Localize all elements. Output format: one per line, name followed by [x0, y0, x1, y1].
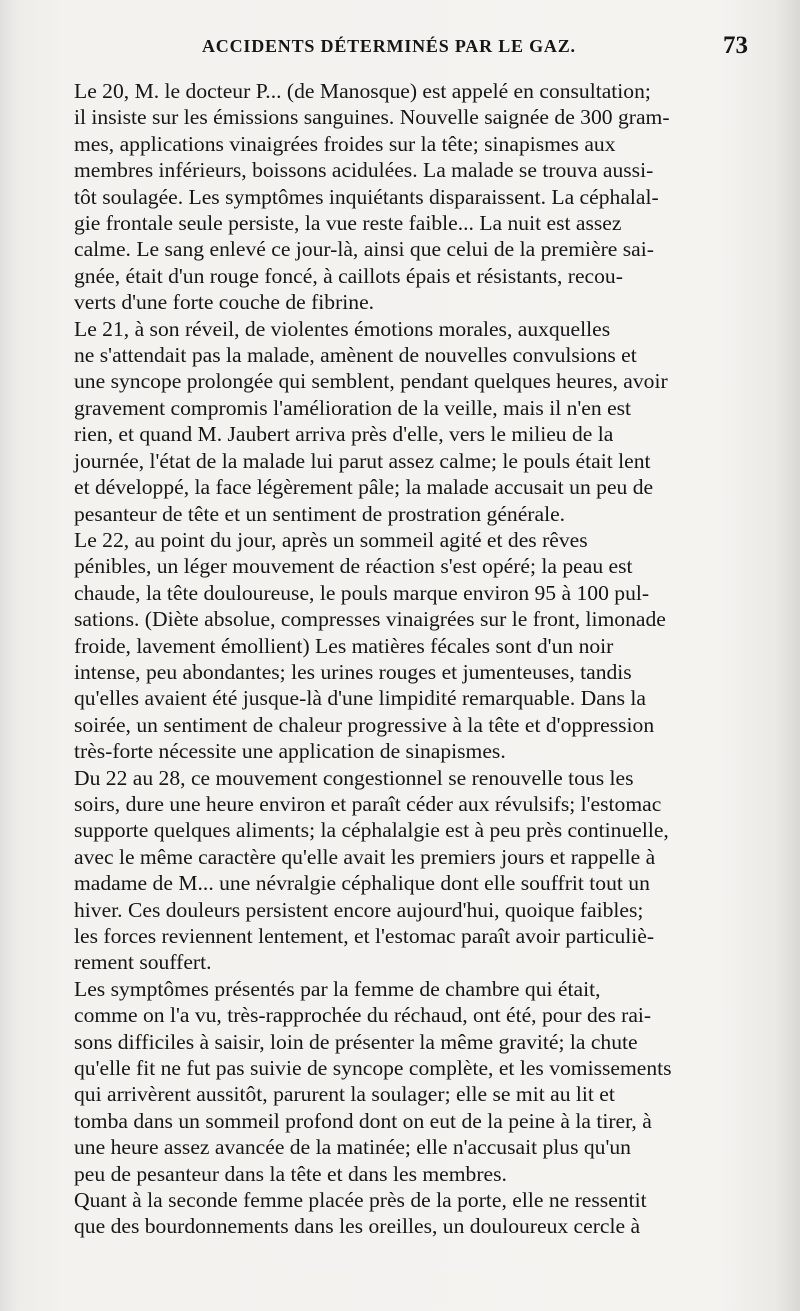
text-line: que des bourdonnements dans les oreilles, un douloureux cercle à — [74, 1214, 641, 1239]
paragraph — [52, 527, 752, 765]
text-line: calme. Le sang enlevé ce jour-là, ainsi que celui de la première sai- — [74, 237, 654, 262]
text-line: membres inférieurs, boissons acidulées. La malade se trouva aussi- — [74, 158, 654, 183]
text-line: mes, applications vinaigrées froides sur la tête; sinapismes aux — [74, 131, 616, 156]
text-line: rement souffert. — [74, 950, 212, 975]
text-line: pénibles, un léger mouvement de réaction s'est opéré; la peau est — [74, 554, 633, 579]
paragraph — [52, 316, 752, 527]
text-line: sations. (Diète absolue, compresses vinaigrées sur le front, limonade — [74, 607, 666, 632]
text-line: tôt soulagée. Les symptômes inquiétants disparaissent. La céphalal- — [74, 184, 659, 209]
text-line: madame de M... une névralgie céphalique dont elle souffrit tout un — [74, 871, 650, 896]
text-line: peu de pesanteur dans la tête et dans les membres. — [74, 1161, 507, 1186]
text-line: journée, l'état de la malade lui parut assez calme; le pouls était lent — [74, 448, 651, 473]
text-line: une heure assez avancée de la matinée; elle n'accusait plus qu'un — [74, 1135, 631, 1160]
text-line: sons difficiles à saisir, loin de présenter la même gravité; la chute — [74, 1029, 638, 1054]
left-page-shadow — [0, 0, 18, 1311]
text-line: gravement compromis l'amélioration de la veille, mais il n'en est — [74, 395, 632, 420]
text-line: rien, et quand M. Jaubert arriva près d'elle, vers le milieu de la — [74, 422, 614, 447]
text-line: hiver. Ces douleurs persistent encore aujourd'hui, quoique faibles; — [74, 897, 644, 922]
text-line: Le 22, au point du jour, après un sommeil agité et des rêves — [74, 527, 588, 552]
page-number: 73 — [723, 32, 748, 59]
text-line: Les symptômes présentés par la femme de chambre qui était, — [74, 976, 601, 1001]
text-line: ne s'attendait pas la malade, amènent de nouvelles convulsions et — [74, 343, 637, 368]
body-text — [52, 78, 752, 1240]
right-page-shadow — [776, 0, 800, 1311]
text-line: qu'elles avaient été jusque-là d'une limpidité remarquable. Dans la — [74, 686, 647, 711]
text-line: soirée, un sentiment de chaleur progressive à la tête et d'oppression — [74, 712, 655, 737]
text-line: gie frontale seule persiste, la vue reste faible... La nuit est assez — [74, 211, 622, 236]
text-line: Le 20, M. le docteur P... (de Manosque) est appelé en consultation; — [74, 79, 651, 103]
paragraph — [52, 976, 752, 1187]
text-line: Le 21, à son réveil, de violentes émotions morales, auxquelles — [74, 316, 611, 341]
text-line: qui arrivèrent aussitôt, parurent la soulager; elle se mit au lit et — [74, 1082, 615, 1107]
text-line: qu'elle fit ne fut pas suivie de syncope complète, et les vomissements — [74, 1056, 672, 1081]
running-header — [56, 32, 756, 66]
text-line: avec le même caractère qu'elle avait les premiers jours et rappelle à — [74, 844, 656, 869]
text-line: gnée, était d'un rouge foncé, à caillots épais et résistants, recou- — [74, 263, 623, 288]
text-line: verts d'une forte couche de fibrine. — [74, 290, 375, 315]
text-line: intense, peu abondantes; les urines rouges et jumenteuses, tandis — [74, 659, 632, 684]
text-line: chaude, la tête douloureuse, le pouls marque environ 95 à 100 pul- — [74, 580, 650, 605]
text-line: et développé, la face légèrement pâle; la malade accusait un peu de — [74, 475, 654, 500]
text-line: tomba dans un sommeil profond dont on eut de la peine à la tirer, à — [74, 1108, 652, 1133]
text-line: pesanteur de tête et un sentiment de prostration générale. — [74, 501, 566, 526]
paragraph — [52, 1187, 752, 1240]
paragraph — [52, 78, 752, 316]
text-line: supporte quelques aliments; la céphalalgie est à peu près continuelle, — [74, 818, 669, 843]
text-line: comme on l'a vu, très-rapprochée du réchaud, ont été, pour des rai- — [74, 1003, 652, 1028]
paragraph — [52, 765, 752, 976]
text-line: froide, lavement émollient) Les matières fécales sont d'un noir — [74, 633, 614, 658]
text-line: soirs, dure une heure environ et paraît céder aux révulsifs; l'estomac — [74, 791, 662, 816]
text-line: très-forte nécessite une application de sinapismes. — [74, 739, 506, 764]
text-line: Quant à la seconde femme placée près de la porte, elle ne ressentit — [74, 1188, 647, 1213]
text-line: il insiste sur les émissions sanguines. Nouvelle saignée de 300 gram- — [74, 105, 670, 130]
text-line: une syncope prolongée qui semblent, pendant quelques heures, avoir — [74, 369, 668, 394]
text-line: Du 22 au 28, ce mouvement congestionnel se renouvelle tous les — [74, 765, 634, 790]
text-line: les forces reviennent lentement, et l'estomac paraît avoir particuliè- — [74, 924, 655, 948]
running-title: ACCIDENTS DÉTERMINÉS PAR LE GAZ. — [202, 36, 576, 56]
